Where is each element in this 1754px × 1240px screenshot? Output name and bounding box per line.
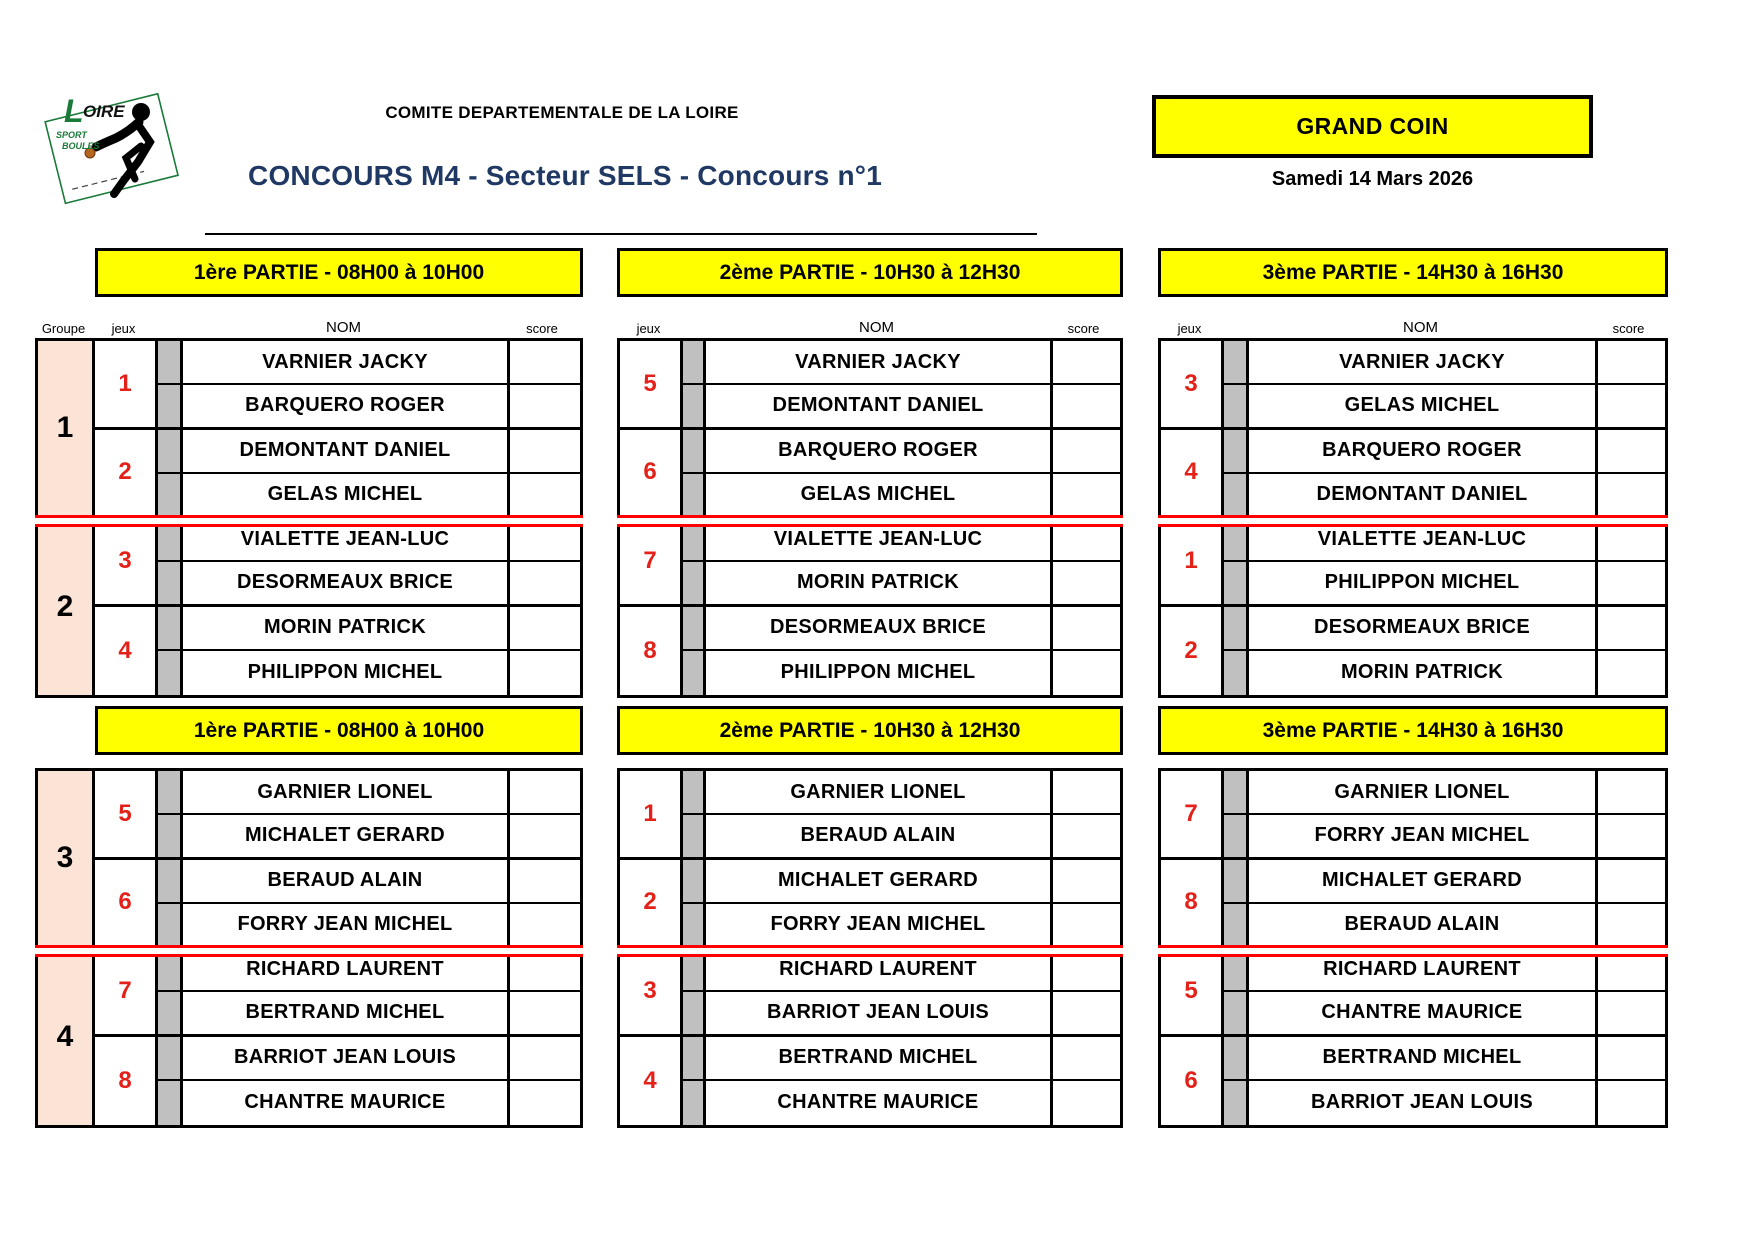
score-cell xyxy=(1053,1037,1120,1081)
lane-cell xyxy=(1224,607,1249,651)
jeu-number-cell: 8 xyxy=(1161,860,1224,949)
player-name-cell: BERTRAND MICHEL xyxy=(183,992,510,1036)
jeu-number-cell: 6 xyxy=(620,430,683,519)
player-name-cell: BERAUD ALAIN xyxy=(1249,904,1598,948)
group-cell: 1 xyxy=(38,341,95,518)
lane-cell xyxy=(158,607,183,651)
lane-cell xyxy=(683,815,706,859)
lane-cell xyxy=(683,341,706,385)
column-label-spacer xyxy=(680,315,703,336)
lane-cell xyxy=(683,992,706,1036)
jeu-number-cell: 1 xyxy=(620,771,683,860)
lane-cell xyxy=(158,430,183,474)
jeu-number-cell: 7 xyxy=(95,948,158,1037)
column-labels xyxy=(35,315,583,336)
date-text: Samedi 14 Mars 2026 xyxy=(1271,168,1474,190)
lane-cell xyxy=(158,651,183,695)
column-label-jeux: jeux xyxy=(636,321,661,336)
score-cell xyxy=(1053,771,1120,815)
match-table xyxy=(617,768,1123,1128)
lane-cell xyxy=(683,1037,706,1081)
venue-box: GRAND COIN xyxy=(1152,95,1593,158)
score-cell xyxy=(1598,430,1665,474)
player-name-cell: BARRIOT JEAN LOUIS xyxy=(1249,1081,1598,1125)
lane-cell xyxy=(683,651,706,695)
player-name-cell: MICHALET GERARD xyxy=(706,860,1053,904)
jeu-number-cell: 3 xyxy=(620,948,683,1037)
match-table xyxy=(617,338,1123,698)
group-cell: 2 xyxy=(38,518,95,695)
jeu-number-cell: 6 xyxy=(95,860,158,949)
column-label-score: score xyxy=(1067,321,1100,336)
column-label-score: score xyxy=(526,321,558,336)
lane-cell xyxy=(1224,815,1249,859)
lane-cell xyxy=(158,904,183,948)
player-name-cell: BARRIOT JEAN LOUIS xyxy=(706,992,1053,1036)
player-name-cell: GELAS MICHEL xyxy=(1249,385,1598,429)
score-cell xyxy=(1598,562,1665,606)
score-cell xyxy=(1598,904,1665,948)
score-cell xyxy=(1598,341,1665,385)
lane-cell xyxy=(158,771,183,815)
jeu-number-cell: 7 xyxy=(620,518,683,607)
group-cell: 4 xyxy=(38,948,95,1125)
player-name-cell: VARNIER JACKY xyxy=(706,341,1053,385)
score-cell xyxy=(1598,651,1665,695)
lane-cell xyxy=(1224,860,1249,904)
lane-cell xyxy=(158,385,183,429)
player-name-cell: BERTRAND MICHEL xyxy=(706,1037,1053,1081)
lane-cell xyxy=(1224,992,1249,1036)
column-label-jeux: jeux xyxy=(1177,321,1202,336)
score-cell xyxy=(1053,651,1120,695)
player-name-cell: VARNIER JACKY xyxy=(1249,341,1598,385)
lane-cell xyxy=(1224,430,1249,474)
player-name-cell: DESORMEAUX BRICE xyxy=(183,562,510,606)
lane-cell xyxy=(1224,1081,1249,1125)
part-header: 3ème PARTIE - 14H30 à 16H30 xyxy=(1158,706,1668,755)
jeu-number-cell: 5 xyxy=(95,771,158,860)
lane-cell xyxy=(158,992,183,1036)
score-cell xyxy=(1598,1037,1665,1081)
player-name-cell: VARNIER JACKY xyxy=(183,341,510,385)
player-name-cell: MORIN PATRICK xyxy=(1249,651,1598,695)
jeu-number-cell: 6 xyxy=(1161,1037,1224,1126)
lane-cell xyxy=(683,904,706,948)
title-underline xyxy=(205,233,1037,235)
player-name-cell: BARQUERO ROGER xyxy=(1249,430,1598,474)
logo-name: OIRE xyxy=(83,102,125,121)
part-header: 3ème PARTIE - 14H30 à 16H30 xyxy=(1158,248,1668,297)
score-cell xyxy=(510,562,580,606)
match-table xyxy=(1158,338,1668,698)
player-name-cell: BARQUERO ROGER xyxy=(183,385,510,429)
player-name-cell: GARNIER LIONEL xyxy=(1249,771,1598,815)
jeu-number-cell: 7 xyxy=(1161,771,1224,860)
player-name-cell: GELAS MICHEL xyxy=(706,474,1053,518)
player-name-cell: DESORMEAUX BRICE xyxy=(1249,607,1598,651)
player-name-cell: BERAUD ALAIN xyxy=(706,815,1053,859)
lane-cell xyxy=(1224,1037,1249,1081)
score-cell xyxy=(510,992,580,1036)
jeu-number-cell: 2 xyxy=(95,430,158,519)
player-name-cell: MORIN PATRICK xyxy=(183,607,510,651)
score-cell xyxy=(510,651,580,695)
logo-sub2: BOULES xyxy=(62,141,100,151)
lane-cell xyxy=(1224,562,1249,606)
score-cell xyxy=(1598,815,1665,859)
group-separator-line xyxy=(617,945,1123,957)
jeu-number-cell: 3 xyxy=(95,518,158,607)
group-cell: 3 xyxy=(38,771,95,948)
player-name-cell: RICHARD LAURENT xyxy=(706,948,1053,992)
player-name-cell: CHANTRE MAURICE xyxy=(183,1081,510,1125)
score-cell xyxy=(1598,1081,1665,1125)
group-separator-line xyxy=(35,945,583,957)
score-cell xyxy=(510,474,580,518)
lane-cell xyxy=(1224,385,1249,429)
score-cell xyxy=(1598,771,1665,815)
player-name-cell: VIALETTE JEAN-LUC xyxy=(1249,518,1598,562)
score-cell xyxy=(1053,430,1120,474)
jeu-number-cell: 5 xyxy=(1161,948,1224,1037)
score-cell xyxy=(1598,992,1665,1036)
jeu-number-cell: 3 xyxy=(1161,341,1224,430)
score-cell xyxy=(1053,815,1120,859)
score-cell xyxy=(1053,904,1120,948)
jeu-number-cell: 8 xyxy=(95,1037,158,1126)
column-label-spacer xyxy=(155,315,180,336)
lane-cell xyxy=(1224,474,1249,518)
player-name-cell: MICHALET GERARD xyxy=(1249,860,1598,904)
score-cell xyxy=(510,1081,580,1125)
group-separator-line xyxy=(617,515,1123,527)
score-cell xyxy=(1053,385,1120,429)
part-header: 2ème PARTIE - 10H30 à 12H30 xyxy=(617,248,1123,297)
lane-cell xyxy=(158,562,183,606)
player-name-cell: RICHARD LAURENT xyxy=(183,948,510,992)
jeu-number-cell: 2 xyxy=(1161,607,1224,696)
column-label-score: score xyxy=(1612,321,1645,336)
lane-cell xyxy=(683,771,706,815)
score-cell xyxy=(1053,860,1120,904)
column-label-nom: NOM xyxy=(859,319,894,336)
player-name-cell: BARQUERO ROGER xyxy=(706,430,1053,474)
match-table xyxy=(1158,768,1668,1128)
score-cell xyxy=(1598,607,1665,651)
player-name-cell: GELAS MICHEL xyxy=(183,474,510,518)
part-header: 1ère PARTIE - 08H00 à 10H00 xyxy=(95,706,583,755)
jeu-number-cell: 4 xyxy=(620,1037,683,1126)
part-header: 2ème PARTIE - 10H30 à 12H30 xyxy=(617,706,1123,755)
column-label-nom: NOM xyxy=(326,319,361,336)
player-name-cell: DEMONTANT DANIEL xyxy=(1249,474,1598,518)
score-cell xyxy=(510,430,580,474)
score-cell xyxy=(510,815,580,859)
column-label-groupe: Groupe xyxy=(41,321,86,336)
score-cell xyxy=(510,1037,580,1081)
score-cell xyxy=(510,771,580,815)
lane-cell xyxy=(158,1037,183,1081)
player-name-cell: FORRY JEAN MICHEL xyxy=(706,904,1053,948)
lane-cell xyxy=(683,562,706,606)
score-cell xyxy=(510,341,580,385)
lane-cell xyxy=(158,341,183,385)
column-labels xyxy=(1158,315,1668,336)
score-cell xyxy=(1053,562,1120,606)
lane-cell xyxy=(158,474,183,518)
part-header: 1ère PARTIE - 08H00 à 10H00 xyxy=(95,248,583,297)
jeu-number-cell: 1 xyxy=(95,341,158,430)
player-name-cell: RICHARD LAURENT xyxy=(1249,948,1598,992)
lane-cell xyxy=(683,607,706,651)
score-cell xyxy=(510,385,580,429)
lane-cell xyxy=(1224,651,1249,695)
lane-cell xyxy=(158,1081,183,1125)
score-cell xyxy=(1053,992,1120,1036)
jeu-number-cell: 4 xyxy=(95,607,158,696)
lane-cell xyxy=(1224,341,1249,385)
score-cell xyxy=(1598,385,1665,429)
group-separator-line xyxy=(1158,945,1668,957)
column-label-jeux: jeux xyxy=(111,321,136,336)
group-separator-line xyxy=(35,515,583,527)
logo-initial: L xyxy=(64,93,84,129)
player-name-cell: MICHALET GERARD xyxy=(183,815,510,859)
player-name-cell: DEMONTANT DANIEL xyxy=(183,430,510,474)
lane-cell xyxy=(683,1081,706,1125)
player-name-cell: FORRY JEAN MICHEL xyxy=(183,904,510,948)
lane-cell xyxy=(683,474,706,518)
lane-cell xyxy=(1224,771,1249,815)
score-cell xyxy=(1598,860,1665,904)
lane-cell xyxy=(1224,904,1249,948)
jeu-number-cell: 1 xyxy=(1161,518,1224,607)
player-name-cell: DESORMEAUX BRICE xyxy=(706,607,1053,651)
score-cell xyxy=(1053,607,1120,651)
player-name-cell: MORIN PATRICK xyxy=(706,562,1053,606)
player-name-cell: GARNIER LIONEL xyxy=(706,771,1053,815)
committee-title: COMITE DEPARTEMENTALE DE LA LOIRE xyxy=(385,103,739,122)
logo-sub1: SPORT xyxy=(56,130,87,140)
player-name-cell: PHILIPPON MICHEL xyxy=(183,651,510,695)
score-cell xyxy=(1053,474,1120,518)
match-table xyxy=(35,768,583,1128)
player-name-cell: GARNIER LIONEL xyxy=(183,771,510,815)
lane-cell xyxy=(158,860,183,904)
lane-cell xyxy=(683,385,706,429)
jeu-number-cell: 8 xyxy=(620,607,683,696)
player-name-cell: PHILIPPON MICHEL xyxy=(706,651,1053,695)
player-name-cell: PHILIPPON MICHEL xyxy=(1249,562,1598,606)
player-name-cell: BERAUD ALAIN xyxy=(183,860,510,904)
jeu-number-cell: 4 xyxy=(1161,430,1224,519)
player-name-cell: BERTRAND MICHEL xyxy=(1249,1037,1598,1081)
score-cell xyxy=(1053,341,1120,385)
lane-cell xyxy=(683,430,706,474)
jeu-number-cell: 5 xyxy=(620,341,683,430)
player-name-cell: FORRY JEAN MICHEL xyxy=(1249,815,1598,859)
contest-title: CONCOURS M4 - Secteur SELS - Concours n°1 xyxy=(248,160,882,191)
jeu-number-cell: 2 xyxy=(620,860,683,949)
match-table xyxy=(35,338,583,698)
player-name-cell: CHANTRE MAURICE xyxy=(706,1081,1053,1125)
player-name-cell: VIALETTE JEAN-LUC xyxy=(706,518,1053,562)
column-label-nom: NOM xyxy=(1403,319,1438,336)
score-cell xyxy=(510,860,580,904)
score-cell xyxy=(510,607,580,651)
player-name-cell: BARRIOT JEAN LOUIS xyxy=(183,1037,510,1081)
column-labels xyxy=(617,315,1123,336)
player-name-cell: DEMONTANT DANIEL xyxy=(706,385,1053,429)
column-label-spacer xyxy=(1221,315,1246,336)
player-name-cell: CHANTRE MAURICE xyxy=(1249,992,1598,1036)
player-name-cell: VIALETTE JEAN-LUC xyxy=(183,518,510,562)
score-cell xyxy=(1053,1081,1120,1125)
lane-cell xyxy=(683,860,706,904)
group-separator-line xyxy=(1158,515,1668,527)
lane-cell xyxy=(158,815,183,859)
score-cell xyxy=(510,904,580,948)
score-cell xyxy=(1598,474,1665,518)
